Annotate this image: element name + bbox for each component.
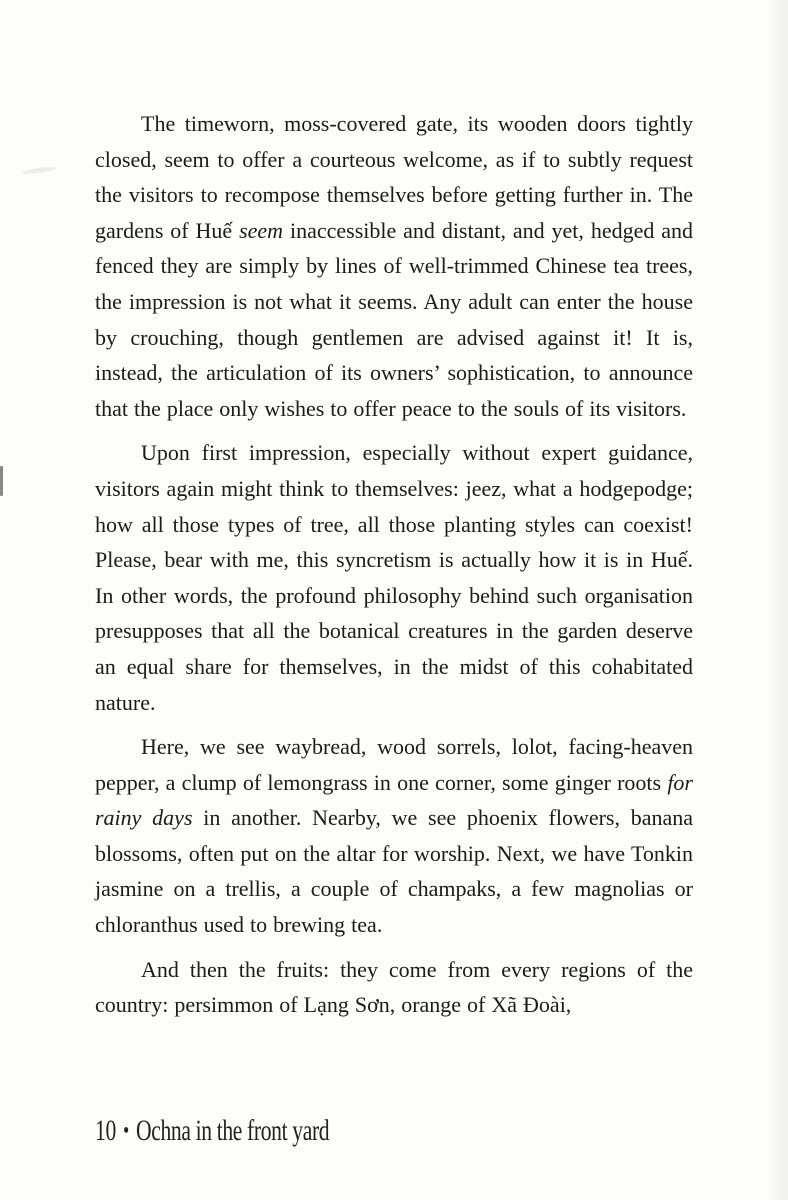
paragraph-text: in another. Nearby, we see phoenix flowers, banana blossoms, often put on the altar for worship. Next, we have Tonkin jasmine on a trellis, a couple of champaks, a few magnolias or chloranthus used to brewing tea.	[95, 805, 694, 938]
scan-smudge-artifact	[22, 166, 56, 176]
paragraph-text: Here, we see waybread, wood sorrels, lolot, facing-heaven pepper, a clump of lemongrass in one corner, some ginger roots	[95, 734, 693, 795]
paragraph-gate	[95, 106, 693, 426]
page-footer	[95, 1114, 329, 1148]
paragraph-plants	[95, 729, 693, 943]
body-text	[95, 106, 693, 1032]
page-number: 10	[95, 1114, 116, 1147]
scan-artifact-left-edge	[0, 466, 3, 496]
paragraph-text: Upon first impression, especially without expert guidance, visitors again might think to themselves: jeez, what a hodgepodge; how all those types of tree, all those planting styles can coexist! Please, bear with me, this syncretism is actually how it is in Huế. In other words, the profound philosophy behind such organisation presupposes that all the botanical creatures in the garden deserve an equal share for themselves, in the midst of this cohabitated nature.	[95, 440, 693, 715]
paragraph-impression	[95, 435, 693, 720]
footer-bullet-separator: •	[123, 1118, 129, 1144]
book-title: Ochna in the front yard	[135, 1114, 330, 1147]
paragraph-text-italic: seem	[239, 217, 284, 243]
paragraph-text: And then the fruits: they come from every regions of the country: persimmon of Lạng Sơn, orange of Xã Đoài,	[95, 956, 693, 1018]
scan-shadow-right-edge	[766, 0, 788, 1200]
paragraph-text-italic: for rainy days	[95, 769, 693, 831]
paragraph-fruits	[95, 952, 693, 1023]
paragraph-text: inaccessible and distant, and yet, hedged and fenced they are simply by lines of well-trimmed Chinese tea trees, the impression is not what it seems. Any adult can enter the house by crouching, though gentlemen are advised against it! It is, instead, the articulation of its owners’ sophistication, to announce that the place only wishes to offer peace to the souls of its visitors.	[95, 217, 694, 421]
paragraph-text: The timeworn, moss-covered gate, its wooden doors tightly closed, seem to offer a courteous welcome, as if to subtly request the visitors to recompose themselves before getting further in. The gardens of Huế	[95, 111, 693, 243]
